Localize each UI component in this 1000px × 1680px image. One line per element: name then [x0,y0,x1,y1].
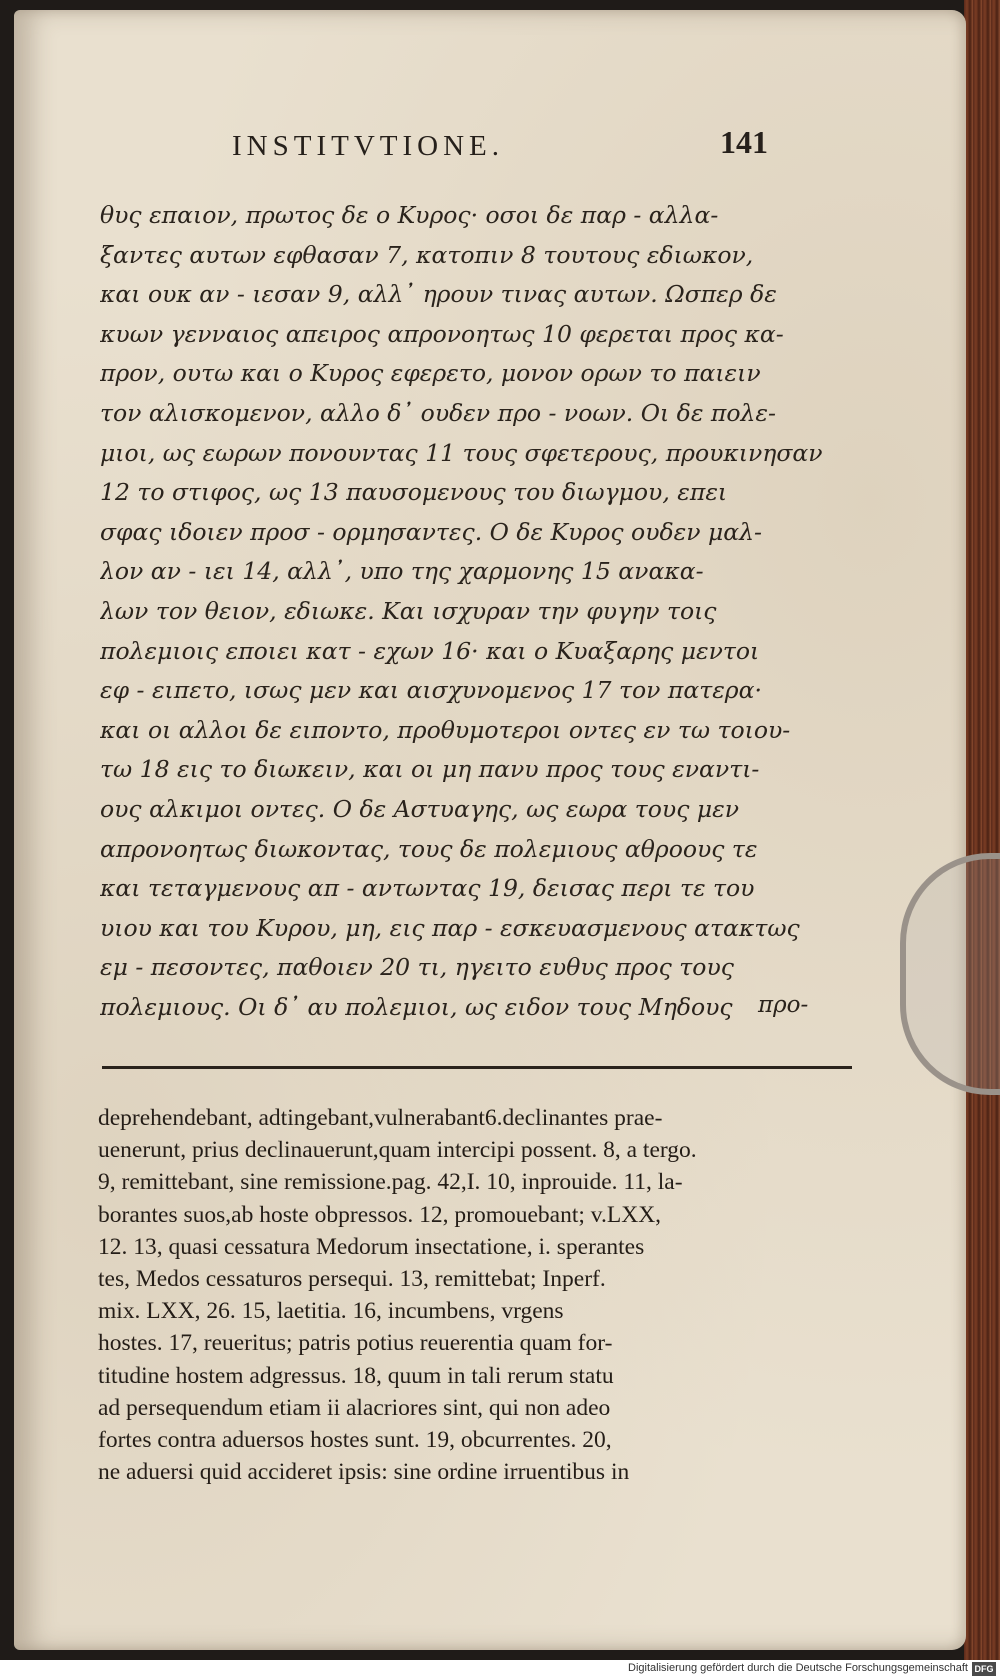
footnote-line: deprehendebant, adtingebant,vulnerabant6.declinantes prae- [98,1105,663,1131]
greek-text-line: μιοι, ως εωρων πονουντας 11 τους σφετερους, προυκινησαν [100,438,823,467]
greek-text-line: και οι αλλοι δε ειποντο, προθυμοτεροι οντες εν τω τοιου- [100,715,791,744]
footnote-line: 12. 13, quasi cessatura Medorum insectatione, i. sperantes [98,1233,645,1260]
greek-text-line: τον αλισκομενον, αλλο δ᾽ ουδεν προ - νοων. Οι δε πολε- [100,398,776,427]
footnote-line: tes, Medos cessaturos persequi. 13, remittebat; Inperf. [98,1265,606,1292]
digitization-footer [0,1660,1000,1680]
dfg-logo: DFG [972,1662,996,1676]
page-number: 141 [720,124,768,160]
greek-text-line: σφας ιδοιεν προσ - ορμησαντες. Ο δε Κυρος ουδεν μαλ- [100,517,762,546]
greek-text-line: τω 18 εις το διωκειν, και οι μη πανυ προς τους εναντι- [100,755,760,784]
greek-text-line: υιου και του Κυρου, μη, εις παρ - εσκευασμενους ατακτως [100,913,800,942]
greek-text-line: εμ - πεσοντες, παθοιεν 20 τι, ηγειτο ευθυς προς τους [100,953,734,982]
greek-text-line: προν, ουτω και ο Κυρος εφερετο, μονον ορων το παιειν [100,359,761,388]
latin-footnotes [98,1102,878,1488]
greek-text-line: και ουκ αν - ιεσαν 9, αλλ᾽ ηρουν τινας αυτων. Ωσπερ δε [100,280,777,309]
greek-text-line: κυων γενναιος απειρος απρονοητως 10 φερεται προς κα- [100,319,784,348]
greek-text-line: ους αλκιμοι οντες. Ο δε Αστυαγης, ως εωρα τους μεν [100,794,740,823]
greek-text-line: πολεμιοις εποιει κατ - εχων 16· και ο Κυαξαρης μεντοι [100,636,760,665]
footnote-line: hostes. 17, reueritus; patris potius reuerentia quam for- [98,1330,613,1357]
greek-text-line: λον αν - ιει 14, αλλ᾽, υπο της χαρμονης 15 ανακα- [100,557,704,586]
footnote-line: 9, remittebant, sine remissione.pag. 42,I. 10, inprouide. 11, la- [98,1169,683,1196]
greek-text-line: 12 το στιφος, ως 13 παυσομενους του διωγμου, επει [100,478,728,507]
footnote-rule [102,1066,852,1069]
greek-text-line: λων τον θειον, εδιωκε. Και ισχυραν την φυγην τοις [100,596,717,625]
greek-main-text [100,196,878,1027]
greek-text-line: και τεταγμενους απ - αντωντας 19, δεισας περι τε του [100,874,755,903]
greek-text-line: ξαντες αυτων εφθασαν 7, κατοπιν 8 τουτους εδιωκον, [100,240,754,269]
catchword: προ- [758,992,809,1018]
footnote-line: ad persequendum etiam ii alacriores sint, qui non adeo [98,1394,611,1421]
footnote-line: uenerunt, prius declinauerunt,quam intercipi possent. 8, a tergo. [98,1137,697,1164]
footer-credit: Digitalisierung gefördert durch die Deutsche Forschungsgemeinschaft [628,1662,968,1674]
greek-text-line: απρονοητως διωκοντας, τους δε πολεμιους αθροους τε [100,834,758,863]
book-page-edges [964,0,1000,1660]
running-head [14,124,966,170]
footnote-line: ne aduersi quid accideret ipsis: sine ordine irruentibus in [98,1459,630,1486]
greek-text-line: πολεμιους. Οι δ᾽ αυ πολεμιοι, ως ειδον τους Μηδους [100,992,733,1021]
book-page [14,10,966,1650]
greek-text-line: εφ - ειπετο, ισως μεν και αισχυνομενος 17 τον πατερα· [100,676,762,705]
footnote-line: fortes contra aduersos hostes sunt. 19, obcurrentes. 20, [98,1426,612,1453]
footnote-line: mix. LXX, 26. 15, laetitia. 16, incumbens, vrgens [98,1298,564,1325]
greek-text-line: θυς επαιον, πρωτος δε ο Κυρος· οσοι δε παρ - αλλα- [100,201,719,229]
footnote-line: titudine hostem adgressus. 18, quum in tali rerum statu [98,1362,614,1389]
footnote-line: borantes suos,ab hoste obpressos. 12, promouebant; v.LXX, [98,1201,662,1228]
running-head-title: INSTITVTIONE. [232,130,504,162]
